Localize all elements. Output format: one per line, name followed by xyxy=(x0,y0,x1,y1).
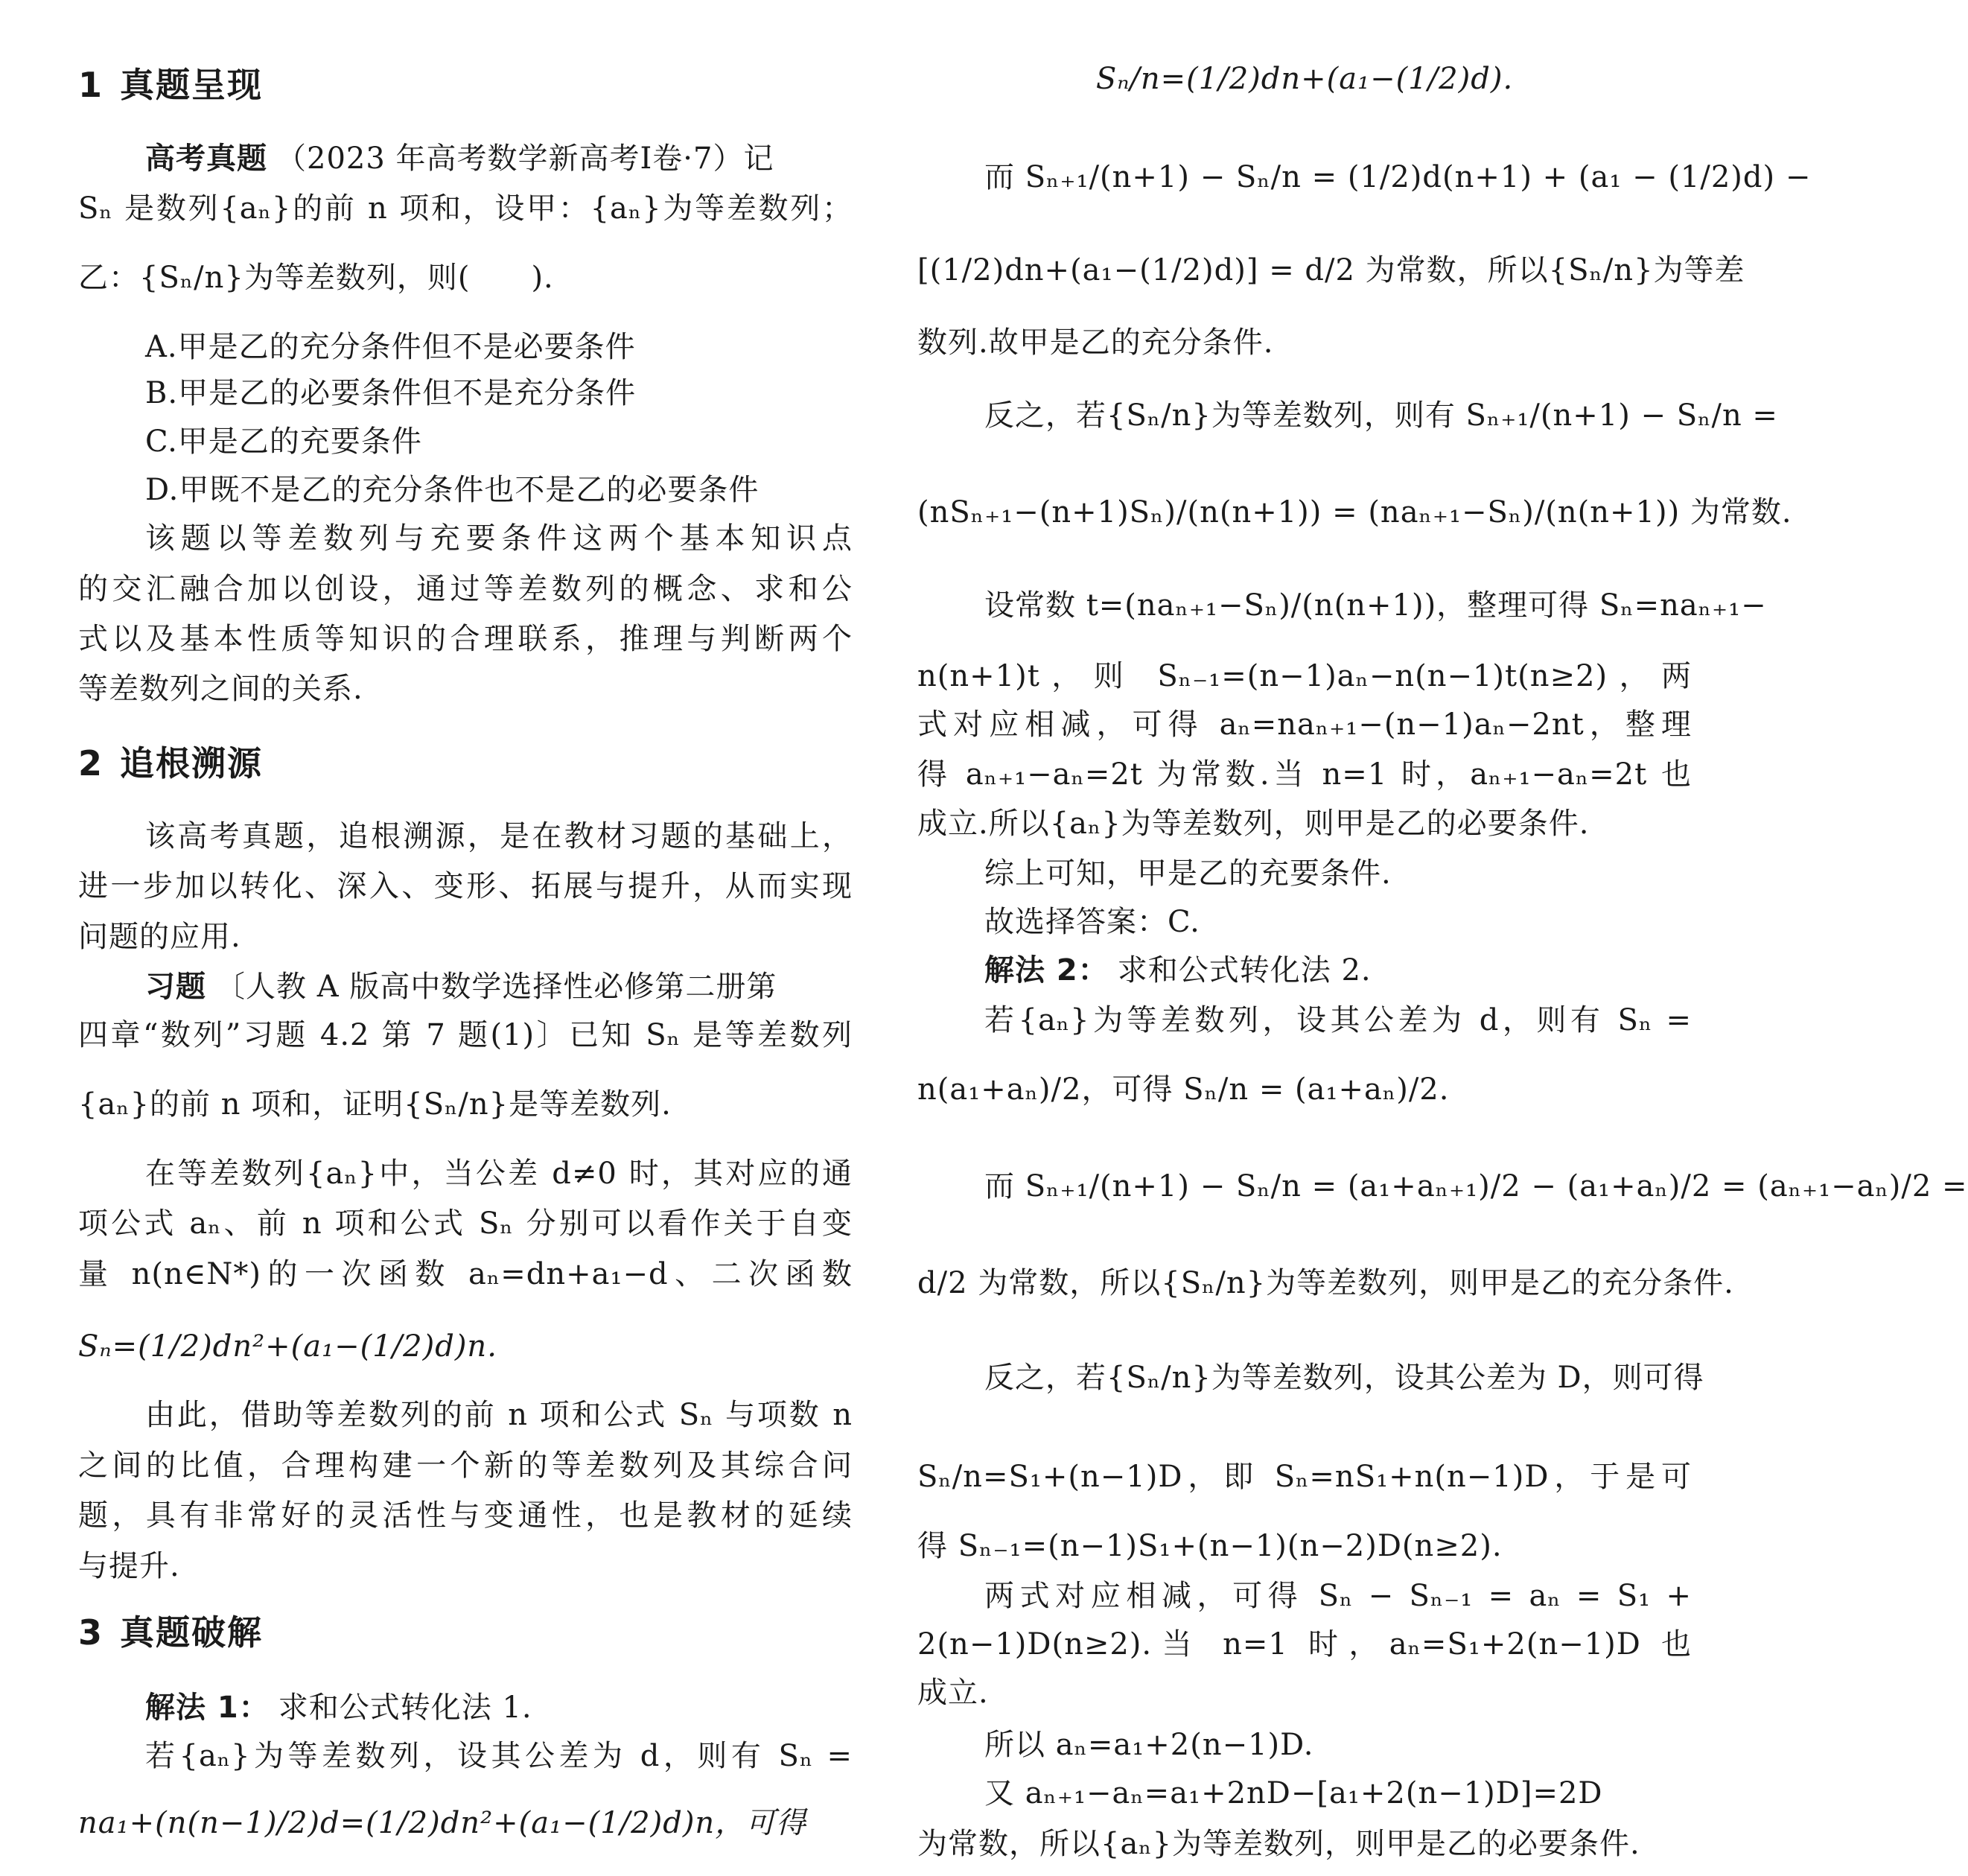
option-a: A.甲是乙的充分条件但不是必要条件 xyxy=(145,330,636,364)
exercise-line-2: 四章“数列”习题 4.2 第 7 题(1)〕已知 Sₙ 是等差数列 xyxy=(78,1018,853,1052)
right-line-2: 而 Sₙ₊₁/(n+1) − Sₙ/n = (1/2)d(n+1) + (a₁ − (1/2)d) − xyxy=(984,160,1812,194)
right-line-10: 得 aₙ₊₁−aₙ=2t 为常数.当 n=1 时，aₙ₊₁−aₙ=2t 也 xyxy=(917,757,1692,792)
right2-line-3: 而 Sₙ₊₁/(n+1) − Sₙ/n = (a₁+aₙ₊₁)/2 − (a₁+aₙ)/2 = (aₙ₊₁−aₙ)/2 = xyxy=(984,1169,1968,1203)
right2-line-9: 2(n−1)D(n≥2).当 n=1 时，aₙ=S₁+2(n−1)D 也 xyxy=(917,1627,1692,1662)
section-heading-3: 3 真题破解 xyxy=(78,1612,264,1653)
para1-line-1: 该题以等差数列与充要条件这两个基本知识点 xyxy=(145,521,853,556)
gaokao-label: 高考真题 xyxy=(145,142,267,176)
para1-line-4: 等差数列之间的关系. xyxy=(78,672,363,706)
right-line-9: 式对应相减，可得 aₙ=naₙ₊₁−(n−1)aₙ−2nt，整理 xyxy=(917,708,1692,742)
para4-line-3: 题，具有非常好的灵活性与变通性，也是教材的延续 xyxy=(78,1498,853,1533)
exercise-label: 习题 xyxy=(145,970,206,1004)
right-line-3: [(1/2)dn+(a₁−(1/2)d)] = d/2 为常数，所以{Sₙ/n}为等差 xyxy=(917,253,1745,287)
para2-line-1: 该高考真题，追根溯源，是在教材习题的基础上， xyxy=(145,819,853,853)
exercise-line-3: {aₙ}的前 n 项和，证明{Sₙ/n}是等差数列. xyxy=(78,1087,672,1122)
right-line-7: 设常数 t=(naₙ₊₁−Sₙ)/(n(n+1))，整理可得 Sₙ=naₙ₊₁− xyxy=(984,588,1767,623)
right2-line-10: 成立. xyxy=(917,1676,989,1710)
para2-line-3: 问题的应用. xyxy=(78,920,241,954)
right2-line-5: 反之，若{Sₙ/n}为等差数列，设其公差为 D，则可得 xyxy=(984,1361,1704,1395)
right2-line-4: d/2 为常数，所以{Sₙ/n}为等差数列，则甲是乙的充分条件. xyxy=(917,1266,1734,1300)
right-line-11: 成立.所以{aₙ}为等差数列，则甲是乙的必要条件. xyxy=(917,807,1590,841)
para1-line-3: 式以及基本性质等知识的合理联系，推理与判断两个 xyxy=(78,622,853,656)
method1-line-1: 若{aₙ}为等差数列，设其公差为 d，则有 Sₙ = xyxy=(145,1739,853,1773)
right2-line-11: 所以 aₙ=a₁+2(n−1)D. xyxy=(984,1728,1314,1762)
right2-line-13: 为常数，所以{aₙ}为等差数列，则甲是乙的必要条件. xyxy=(917,1827,1640,1861)
method1-label: 解法 1： xyxy=(145,1691,270,1725)
right2-line-2: n(a₁+aₙ)/2，可得 Sₙ/n = (a₁+aₙ)/2. xyxy=(917,1072,1450,1107)
right-line-4: 数列.故甲是乙的充分条件. xyxy=(917,325,1274,360)
method1-line-2: na₁+(n(n−1)/2)d=(1/2)dn²+(a₁−(1/2)d)n，可得 xyxy=(78,1806,807,1840)
method2-heading: 解法 2： 求和公式转化法 2. xyxy=(984,953,1372,988)
section-heading-1: 1 真题呈现 xyxy=(78,65,264,105)
right-line-12: 综上可知，甲是乙的充要条件. xyxy=(984,856,1392,891)
para2-line-2: 进一步加以转化、深入、变形、拓展与提升，从而实现 xyxy=(78,869,853,903)
right-line-1: Sₙ/n=(1/2)dn+(a₁−(1/2)d). xyxy=(1095,62,1514,96)
right2-line-12: 又 aₙ₊₁−aₙ=a₁+2nD−[a₁+2(n−1)D]=2D xyxy=(984,1776,1603,1810)
right-line-5: 反之，若{Sₙ/n}为等差数列，则有 Sₙ₊₁/(n+1) − Sₙ/n = xyxy=(984,398,1778,433)
exercise-line-1: 习题 〔人教 A 版高中数学选择性必修第二册第 xyxy=(145,970,777,1004)
option-d: D.甲既不是乙的充分条件也不是乙的必要条件 xyxy=(145,473,760,507)
right-line-8: n(n+1)t，则 Sₙ₋₁=(n−1)aₙ−n(n−1)t(n≥2)，两 xyxy=(917,659,1692,693)
para3-line-3: 量 n(n∈N*)的一次函数 aₙ=dn+a₁−d、二次函数 xyxy=(78,1257,853,1291)
para4-line-4: 与提升. xyxy=(78,1549,180,1583)
para4-line-1: 由此，借助等差数列的前 n 项和公式 Sₙ 与项数 n xyxy=(145,1398,853,1432)
gaokao-line-1: 高考真题 （2023 年高考数学新高考Ⅰ卷·7）记 xyxy=(145,142,774,176)
right2-line-7: 得 Sₙ₋₁=(n−1)S₁+(n−1)(n−2)D(n≥2). xyxy=(917,1529,1503,1563)
para3-line-2: 项公式 aₙ、前 n 项和公式 Sₙ 分别可以看作关于自变 xyxy=(78,1206,853,1241)
option-b: B.甲是乙的必要条件但不是充分条件 xyxy=(145,376,637,410)
right2-line-1: 若{aₙ}为等差数列，设其公差为 d，则有 Sₙ = xyxy=(984,1003,1692,1037)
right2-line-6: Sₙ/n=S₁+(n−1)D，即 Sₙ=nS₁+n(n−1)D，于是可 xyxy=(917,1460,1692,1494)
para1-line-2: 的交汇融合加以创设，通过等差数列的概念、求和公 xyxy=(78,572,853,606)
right-line-13: 故选择答案：C. xyxy=(984,905,1200,939)
option-c: C.甲是乙的充要条件 xyxy=(145,425,422,459)
right-line-6: (nSₙ₊₁−(n+1)Sₙ)/(n(n+1)) = (naₙ₊₁−Sₙ)/(n(n+1)) 为常数. xyxy=(917,495,1792,530)
method2-label: 解法 2： xyxy=(984,953,1109,988)
gaokao-line-3: 乙：{Sₙ/n}为等差数列，则( ). xyxy=(78,261,554,295)
para4-line-2: 之间的比值，合理构建一个新的等差数列及其综合问 xyxy=(78,1449,853,1483)
section-heading-2: 2 追根溯源 xyxy=(78,743,264,783)
right2-line-8: 两式对应相减，可得 Sₙ − Sₙ₋₁ = aₙ = S₁ + xyxy=(984,1579,1692,1613)
method1-heading: 解法 1： 求和公式转化法 1. xyxy=(145,1691,532,1725)
para3-line-1: 在等差数列{aₙ}中，当公差 d≠0 时，其对应的通 xyxy=(145,1157,853,1191)
gaokao-line-2: Sₙ 是数列{aₙ}的前 n 项和，设甲：{aₙ}为等差数列； xyxy=(78,191,853,226)
para3-line-4: Sₙ=(1/2)dn²+(a₁−(1/2)d)n. xyxy=(78,1329,497,1364)
